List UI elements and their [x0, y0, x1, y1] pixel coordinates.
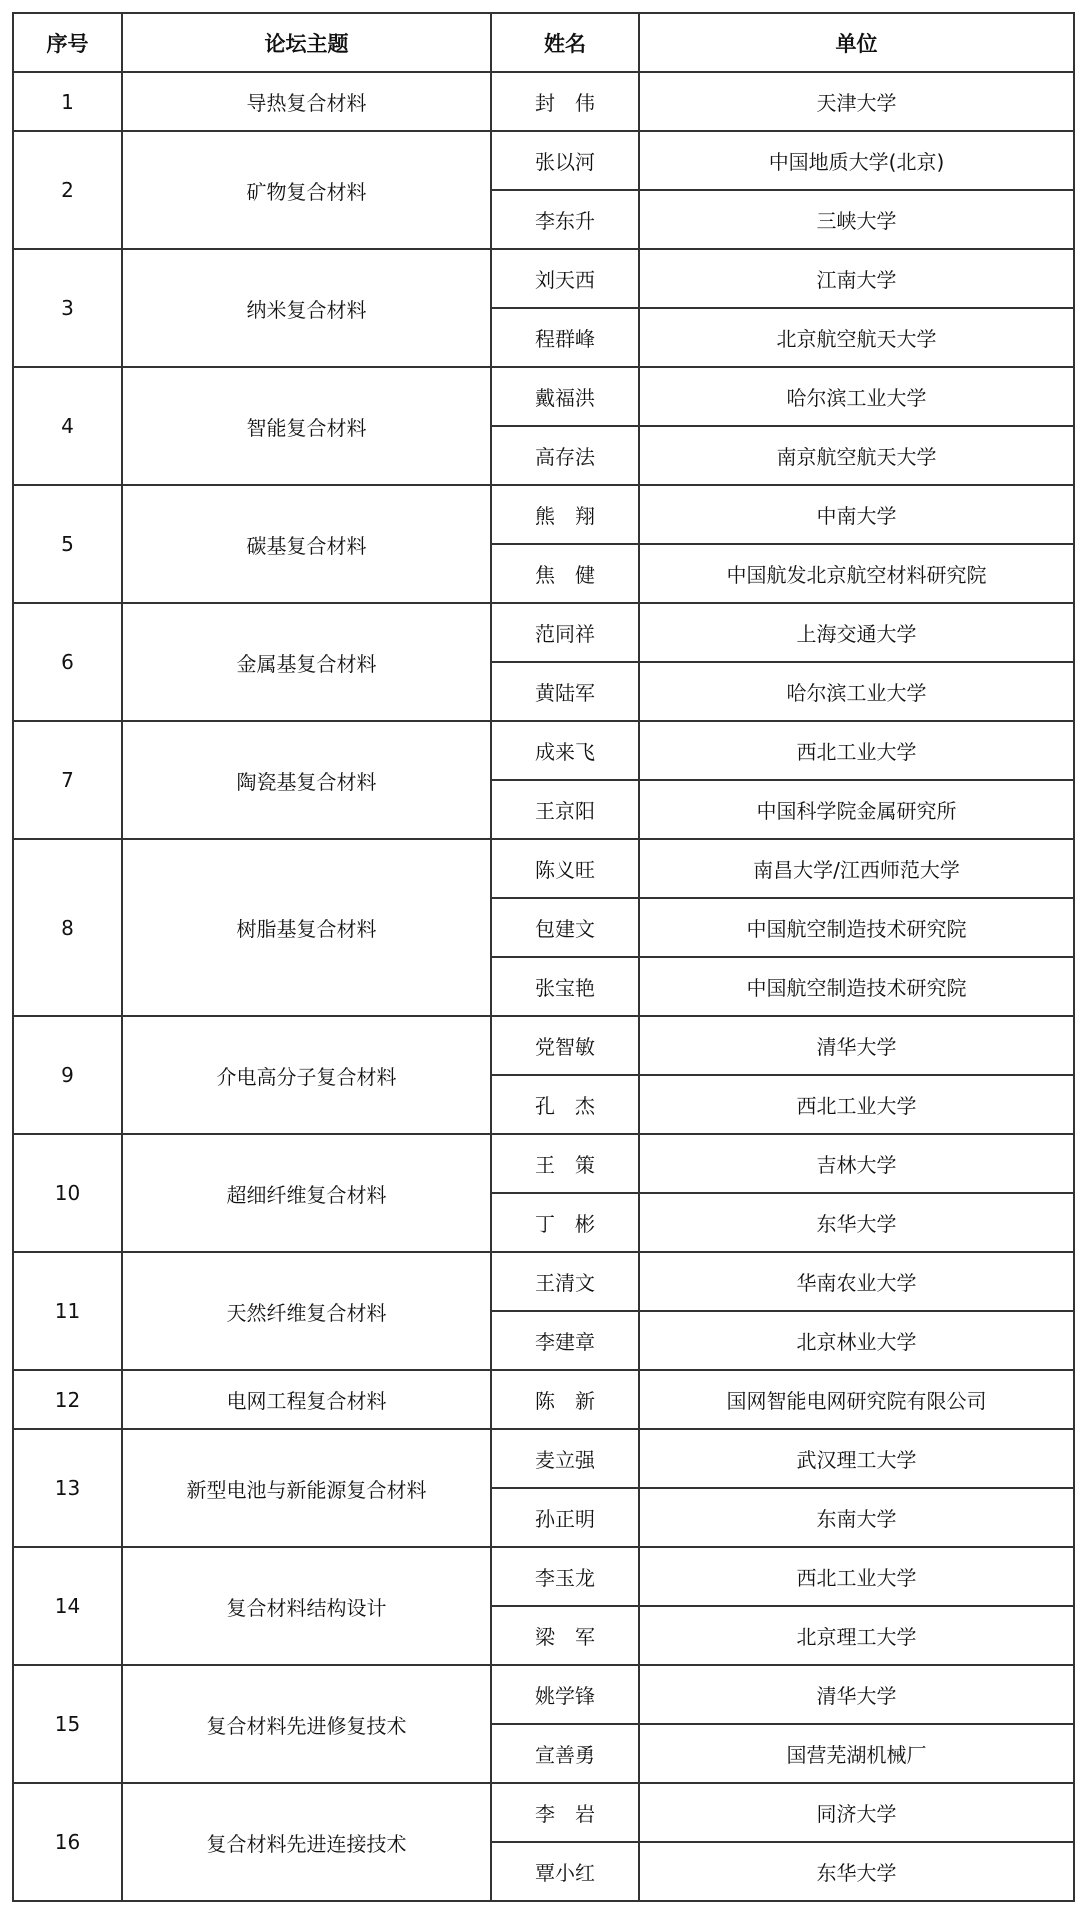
table-row	[13, 1665, 1074, 1724]
person-unit: 西北工业大学	[639, 1547, 1074, 1606]
table-row	[13, 1370, 1074, 1429]
header-name: 姓名	[491, 13, 639, 72]
person-name: 范同祥	[491, 603, 639, 662]
row-number: 9	[13, 1016, 122, 1134]
person-name: 成来飞	[491, 721, 639, 780]
row-number: 14	[13, 1547, 122, 1665]
person-name: 梁 军	[491, 1606, 639, 1665]
table-row	[13, 839, 1074, 898]
row-number: 7	[13, 721, 122, 839]
person-name: 丁 彬	[491, 1193, 639, 1252]
forum-topic: 金属基复合材料	[122, 603, 491, 721]
person-unit: 清华大学	[639, 1016, 1074, 1075]
forum-topic: 复合材料先进修复技术	[122, 1665, 491, 1783]
header-no: 序号	[13, 13, 122, 72]
person-unit: 中国航发北京航空材料研究院	[639, 544, 1074, 603]
table-row	[13, 131, 1074, 190]
forum-topic: 新型电池与新能源复合材料	[122, 1429, 491, 1547]
person-unit: 西北工业大学	[639, 721, 1074, 780]
forum-topic: 纳米复合材料	[122, 249, 491, 367]
row-number: 13	[13, 1429, 122, 1547]
forum-topic: 碳基复合材料	[122, 485, 491, 603]
person-unit: 南京航空航天大学	[639, 426, 1074, 485]
person-name: 陈义旺	[491, 839, 639, 898]
person-unit: 中国航空制造技术研究院	[639, 898, 1074, 957]
person-name: 熊 翔	[491, 485, 639, 544]
person-name: 孔 杰	[491, 1075, 639, 1134]
row-number: 3	[13, 249, 122, 367]
forum-topic: 矿物复合材料	[122, 131, 491, 249]
row-number: 8	[13, 839, 122, 1016]
forum-topic: 复合材料先进连接技术	[122, 1783, 491, 1901]
forum-topic: 电网工程复合材料	[122, 1370, 491, 1429]
table-row	[13, 721, 1074, 780]
person-unit: 国网智能电网研究院有限公司	[639, 1370, 1074, 1429]
row-number: 5	[13, 485, 122, 603]
person-unit: 东华大学	[639, 1842, 1074, 1901]
forum-topic: 陶瓷基复合材料	[122, 721, 491, 839]
person-name: 程群峰	[491, 308, 639, 367]
person-unit: 中国航空制造技术研究院	[639, 957, 1074, 1016]
person-name: 李玉龙	[491, 1547, 639, 1606]
person-unit: 南昌大学/江西师范大学	[639, 839, 1074, 898]
forum-topic: 导热复合材料	[122, 72, 491, 131]
person-unit: 哈尔滨工业大学	[639, 367, 1074, 426]
row-number: 1	[13, 72, 122, 131]
person-unit: 国营芜湖机械厂	[639, 1724, 1074, 1783]
person-unit: 北京林业大学	[639, 1311, 1074, 1370]
person-name: 戴福洪	[491, 367, 639, 426]
person-unit: 东华大学	[639, 1193, 1074, 1252]
person-unit: 三峡大学	[639, 190, 1074, 249]
table-row	[13, 1429, 1074, 1488]
person-unit: 江南大学	[639, 249, 1074, 308]
person-unit: 中南大学	[639, 485, 1074, 544]
person-name: 包建文	[491, 898, 639, 957]
person-name: 宣善勇	[491, 1724, 639, 1783]
row-number: 6	[13, 603, 122, 721]
forum-topic: 天然纤维复合材料	[122, 1252, 491, 1370]
person-unit: 中国科学院金属研究所	[639, 780, 1074, 839]
person-name: 李建章	[491, 1311, 639, 1370]
row-number: 11	[13, 1252, 122, 1370]
forum-topic: 复合材料结构设计	[122, 1547, 491, 1665]
person-unit: 同济大学	[639, 1783, 1074, 1842]
forum-topic: 介电高分子复合材料	[122, 1016, 491, 1134]
row-number: 4	[13, 367, 122, 485]
table-row	[13, 485, 1074, 544]
person-unit: 清华大学	[639, 1665, 1074, 1724]
person-name: 党智敏	[491, 1016, 639, 1075]
person-unit: 哈尔滨工业大学	[639, 662, 1074, 721]
person-unit: 北京航空航天大学	[639, 308, 1074, 367]
person-name: 张以河	[491, 131, 639, 190]
person-unit: 东南大学	[639, 1488, 1074, 1547]
table-row	[13, 1134, 1074, 1193]
table-row	[13, 72, 1074, 131]
row-number: 12	[13, 1370, 122, 1429]
table-row	[13, 603, 1074, 662]
person-name: 李东升	[491, 190, 639, 249]
person-name: 李 岩	[491, 1783, 639, 1842]
person-name: 焦 健	[491, 544, 639, 603]
header-unit: 单位	[639, 13, 1074, 72]
person-unit: 西北工业大学	[639, 1075, 1074, 1134]
header-topic: 论坛主题	[122, 13, 491, 72]
header-row	[13, 13, 1074, 72]
table-row	[13, 249, 1074, 308]
person-name: 张宝艳	[491, 957, 639, 1016]
person-unit: 北京理工大学	[639, 1606, 1074, 1665]
table-row	[13, 1252, 1074, 1311]
person-unit: 华南农业大学	[639, 1252, 1074, 1311]
forum-topic: 树脂基复合材料	[122, 839, 491, 1016]
person-name: 麦立强	[491, 1429, 639, 1488]
person-name: 高存法	[491, 426, 639, 485]
person-name: 王 策	[491, 1134, 639, 1193]
person-name: 覃小红	[491, 1842, 639, 1901]
person-unit: 天津大学	[639, 72, 1074, 131]
person-unit: 中国地质大学(北京)	[639, 131, 1074, 190]
person-unit: 武汉理工大学	[639, 1429, 1074, 1488]
person-name: 刘天西	[491, 249, 639, 308]
forum-topic: 智能复合材料	[122, 367, 491, 485]
person-name: 黄陆军	[491, 662, 639, 721]
row-number: 15	[13, 1665, 122, 1783]
person-name: 封 伟	[491, 72, 639, 131]
person-unit: 吉林大学	[639, 1134, 1074, 1193]
row-number: 10	[13, 1134, 122, 1252]
person-name: 姚学锋	[491, 1665, 639, 1724]
forum-table	[12, 12, 1075, 1902]
person-name: 陈 新	[491, 1370, 639, 1429]
table-row	[13, 1547, 1074, 1606]
forum-topic: 超细纤维复合材料	[122, 1134, 491, 1252]
person-name: 孙正明	[491, 1488, 639, 1547]
table-row	[13, 1783, 1074, 1842]
person-unit: 上海交通大学	[639, 603, 1074, 662]
table-row	[13, 367, 1074, 426]
row-number: 2	[13, 131, 122, 249]
person-name: 王清文	[491, 1252, 639, 1311]
table-row	[13, 1016, 1074, 1075]
row-number: 16	[13, 1783, 122, 1901]
person-name: 王京阳	[491, 780, 639, 839]
